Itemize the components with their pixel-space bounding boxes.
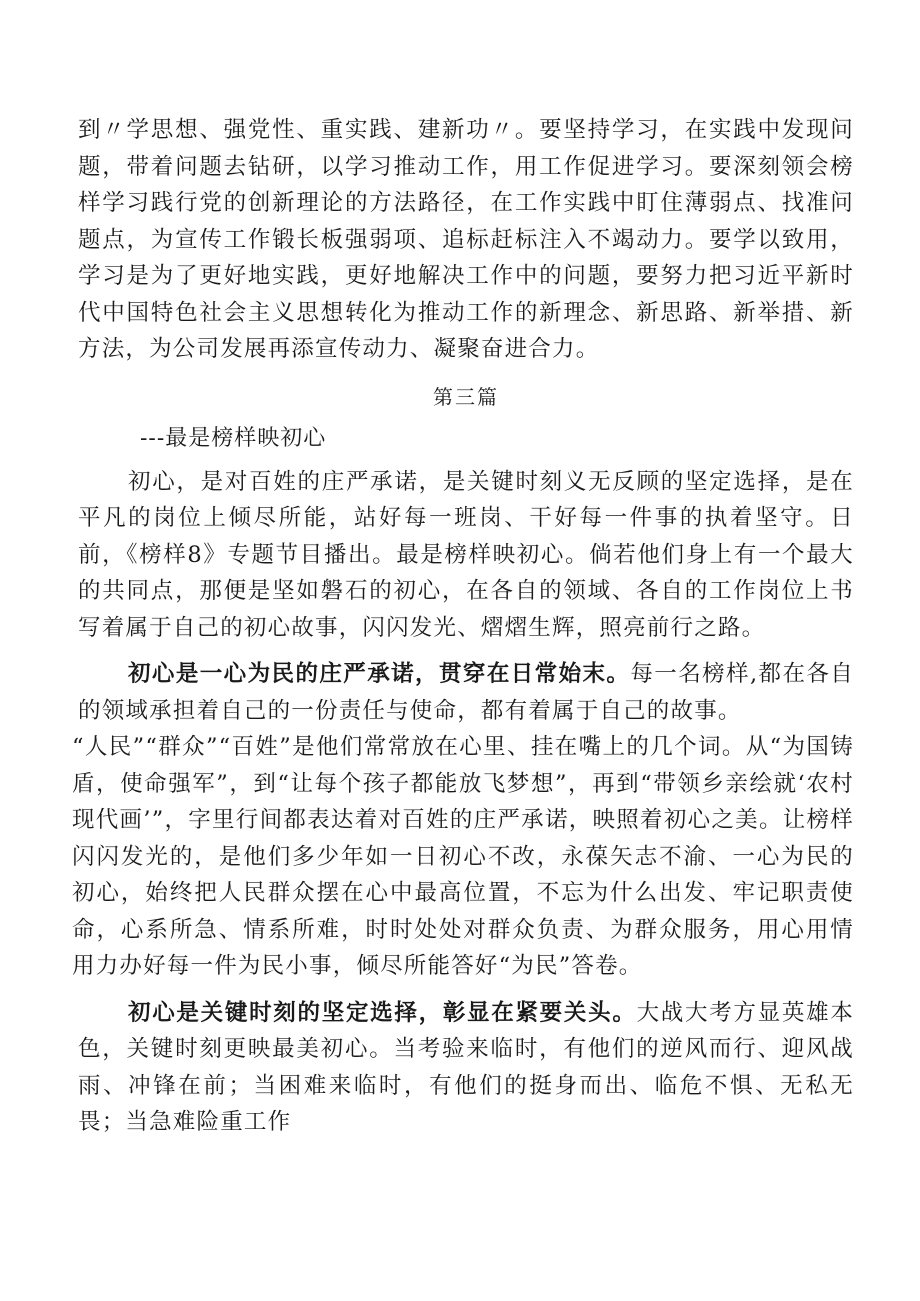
paragraph-1: 初心，是对百姓的庄严承诺，是关键时刻义无反顾的坚定选择，是在平凡的岗位上倾尽所能，站好每一班岗、干好每一件事的执着坚守。日前，《榜样8》专题节目播出。最是榜样映初心。倘若他们身上有一个最大的共同点，那便是坚如磐石的初心，在各自的领域、各自的工作岗位上书写着属于自己的初心故事，闪闪发光、熠熠生辉，照亮前行之路。 — [78, 468, 854, 641]
section-heading: 第三篇 — [433, 384, 499, 409]
paragraph-2-lead: 初心是一心为民的庄严承诺，贯穿在日常始末。 — [128, 661, 631, 687]
intro-paragraph: 到〃学思想、强党性、重实践、建新功〃。要坚持学习，在实践中发现问题，带着问题去钻研，以学习推动工作，用工作促进学习。要深刻领会榜样学习践行党的创新理论的方法路径，在工作实践中盯住薄弱点、找准问题点，为宣传工作锻长板强弱项、追标赶标注入不竭动力。要学以致用，学习是为了更好地实践，更好地解决工作中的问题，要努力把习近平新时代中国特色社会主义思想转化为推动工作的新理念、新思路、新举措、新方法，为公司发展再添宣传动力、凝聚奋进合力。 — [78, 117, 854, 362]
paragraph-2-rest: 每一名榜样,都在各自的领域承担着自己的一份责任与使命，都有着属于自己的故事。 — [78, 661, 855, 724]
paragraph-4 — [78, 995, 854, 1141]
paragraph-3: “人民”“群众”“百姓”是他们常常放在心里、挂在嘴上的几个词。从“为国铸盾，使命强军”，到“让每个孩子都能放飞梦想”，再到“带领乡亲绘就‘农村现代画’”，字里行间都表达着对百姓的庄严承诺，映照着初心之美。让榜样闪闪发光的，是他们多少年如一日初心不改，永葆矢志不渝、一心为民的初心，始终把人民群众摆在心中最高位置，不忘为什么出发、牢记职责使命，心系所急、情系所难，时时处处对群众负责、为群众服务，用心用情用力办好每一件为民小事，倾尽所能答好“为民”答卷。 — [72, 734, 854, 979]
document-page — [72, 112, 855, 1141]
section-subtitle: ---最是榜样映初心 — [140, 425, 327, 451]
paragraph-2 — [78, 656, 854, 729]
paragraph-4-lead: 初心是关键时刻的坚定选择，彰显在紧要关头。 — [128, 999, 637, 1026]
paragraph-4-rest: 大战大考方显英雄本色，关键时刻更映最美初心。当考验来临时，有他们的逆风而行、迎风战雨、冲锋在前；当困难来临时，有他们的挺身而出、临危不惧、无私无畏；当急难险重工作 — [78, 999, 854, 1135]
